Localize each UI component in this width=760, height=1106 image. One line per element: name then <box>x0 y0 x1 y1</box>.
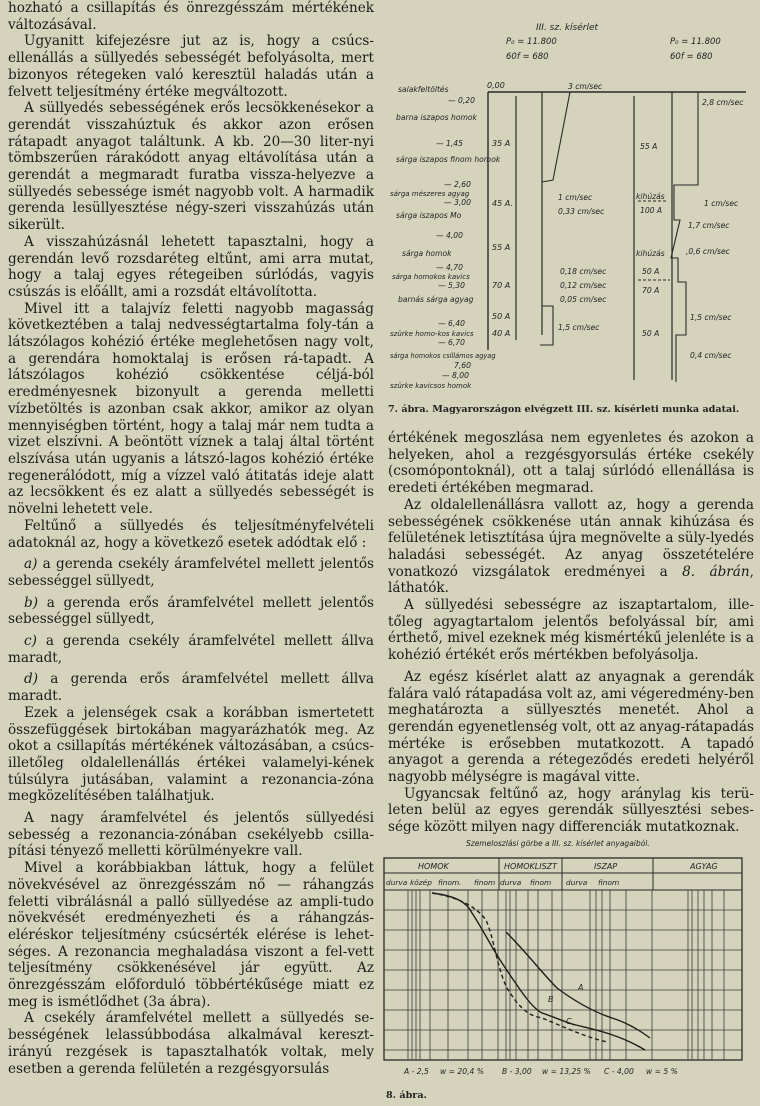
fig7-layer-name: salakfeltöltés <box>398 85 449 94</box>
fig7-layer-name: szürke kavicsos homok <box>390 382 472 390</box>
paragraph <box>388 497 754 597</box>
list-marker: b) <box>24 594 39 611</box>
fig7-current: 35 A <box>492 139 511 148</box>
fig8-series-B <box>432 893 645 1050</box>
fig7-speeds-left <box>558 82 607 332</box>
fig7-left-p: P₀ = 11.800 <box>506 37 557 47</box>
fig7-current: 50 A <box>492 312 511 321</box>
paragraph: A süllyedés sebességének erős lecsökkenésekor a gerendát visszahúztuk és akkor azon erősen rátapadt anyagot találtunk. A kb. 20—30 liter-nyi tömbszerűen rárakódott anyag eltávolítása után a gerendát a megmaradt furatba vissza-helyezve a süllyedés sebessége ismét nagyobb volt. A harmadik gerenda lesüllyesztése négy-szeri visszahúzás után sikerült. <box>8 100 374 234</box>
fig8-subgroup-label: finom <box>598 878 620 887</box>
fig7-layer-depth: — 0,20 <box>448 96 475 105</box>
figure-7 <box>388 0 760 440</box>
fig8-legend <box>403 1067 678 1076</box>
fig7-left-f: 60f = 680 <box>506 52 549 62</box>
fig7-current: 70 A <box>492 281 511 290</box>
fig7-layer-depth: — 8,00 <box>442 371 469 380</box>
fig7-layer-name: sárga homok <box>402 249 452 258</box>
paragraph: hozható a csillapítás és önrezgésszám mértékének változásával. <box>8 0 374 33</box>
fig7-layer-labels <box>390 85 501 390</box>
fig8-curve-labels <box>548 983 583 1026</box>
fig8-curves <box>432 893 650 1050</box>
fig7-layer-name: szürke homo-kos kavics <box>390 330 474 338</box>
paragraph: A süllyedési sebességre az iszaptartalom, ille-tőleg agyagtartalom jelentős befolyással bír, ami érthető, mivel ezeknek még kismértékű jelenléte is a kohézió értékét erős mértékben befolyásolja. <box>388 597 754 664</box>
fig7-layer-depth: — 6,70 <box>438 338 465 347</box>
fig7-zero: 0,00 <box>487 81 505 90</box>
paragraph: Mivel a korábbiakban láttuk, hogy a felület növekvésével az önrezgésszám nő — ráhangzás feletti vibrálásnál a palló süllyedése az ampli-tudo növekvését eredményezheti és a ráhangzás-eléréskor teljesítmény csúcsérték elérése is lehet-séges. A rezonancia meghaladása viszont a fel-vett teljesítmény csökkenésével jár együtt. Az önrezgésszám előforduló többértékűsége miatt ez meg is ismétlődhet (3a ábra). <box>8 860 374 1010</box>
fig8-group-label: AGYAG <box>690 862 718 871</box>
fig8-legend-B-w: w = 13,25 % <box>542 1067 591 1076</box>
list-text: a gerenda erős áramfelvétel mellett állva maradt. <box>8 671 374 705</box>
fig8-grid <box>384 890 742 1060</box>
fig7-layer-depth: 7,60 <box>454 361 471 370</box>
fig7-layer-depth: — 2,60 <box>444 180 471 189</box>
fig7-speed: 1,5 cm/sec <box>690 313 732 322</box>
fig7-current: 100 A <box>640 206 663 215</box>
fig8-series-C <box>432 893 607 1042</box>
paragraph: Ugyanitt kifejezésre jut az is, hogy a csúcs-ellenállás a süllyedés sebességét befolyásolta, mert bizonyos rétegeken való keresztül haladás után a felvett teljesítmény értéke megváltozott. <box>8 33 374 100</box>
fig7-speed: 0,05 cm/sec <box>560 295 607 304</box>
fig8-subgroup-label: finom. <box>438 878 462 887</box>
fig8-subgroup-label: finom <box>530 878 552 887</box>
fig7-speed: ,0,6 cm/sec <box>686 247 730 256</box>
paragraph: Ezek a jelenségek csak a korábban ismertetett összefüggések birtokában magyarázhatók meg. Az okot a csillapítás mértékének változásában, a csúcs- illetőleg oldalellenállás értékei valamelyi-kének túlsúlyra jutásában, valamint a rezonancia-zóna megközelítésében találhatjuk. <box>8 704 374 805</box>
fig7-currents-right <box>636 142 665 338</box>
fig7-speed-curve-left <box>542 92 570 182</box>
fig7-layer-depth: — 6,40 <box>438 319 465 328</box>
fig7-layer-name: sárga iszapos finom homok <box>396 155 501 164</box>
fig7-speed: 1,5 cm/sec <box>558 323 600 332</box>
fig7-current: 50 A <box>642 329 660 338</box>
list-item <box>8 556 374 589</box>
fig7-speed: 3 cm/sec <box>568 82 603 91</box>
fig7-speed: 1 cm/sec <box>558 193 593 202</box>
fig7-speed: 0,33 cm/sec <box>558 207 605 216</box>
list-item <box>8 595 374 628</box>
list-text: a gerenda csekély áramfelvétel mellett jelentős sebességgel süllyedt, <box>8 556 374 589</box>
fig8-curve-label-C: C <box>566 1017 572 1026</box>
fig7-layer-depth: — 1,45 <box>436 139 463 148</box>
fig8-legend-A-w: w = 20,4 % <box>440 1067 484 1076</box>
fig7-layer-depth: — 4,70 <box>436 263 463 272</box>
fig7-current: 40 A <box>492 329 511 338</box>
fig7-layer-name: sárga homokos kavics <box>392 273 470 281</box>
fig8-group-label: ISZAP <box>594 862 618 871</box>
fig8-subgroup-label: durva <box>566 878 588 887</box>
fig8-subgroup-label: finom <box>474 878 496 887</box>
figure-7-caption: 7. ábra. Magyarországon elvégzett III. sz. kísérleti munka adatai. <box>388 404 740 415</box>
fig7-lines <box>488 92 746 382</box>
fig7-right-f: 60f = 680 <box>670 52 713 62</box>
fig7-current: 55 A <box>640 142 658 151</box>
list-item <box>8 671 374 704</box>
fig8-subgroups <box>386 878 619 887</box>
fig8-title: Szemeloszlási görbe a III. sz. kísérlet anyagaiból. <box>466 839 650 848</box>
figure-8-caption: 8. ábra. <box>386 1090 427 1101</box>
figure-7-diagram <box>388 0 760 420</box>
figure-8 <box>382 828 760 1106</box>
fig7-speed: 1,7 cm/sec <box>688 221 730 230</box>
fig7-current: 45 A. <box>492 199 513 208</box>
fig7-speed: 0,4 cm/sec <box>690 351 732 360</box>
left-column <box>8 0 374 1077</box>
paragraph-text: , láthatók. <box>388 563 754 597</box>
paragraph-text: Az oldalellenállásra vallott az, hogy a gerenda sebességének csökkenése után annak kihúzása és felületének letisztítása újra megnövelte a süly-lyedés haladási sebességét. Az anyag összetételére vonatkozó vizsgálatok eredményei a <box>388 496 754 580</box>
list-marker: c) <box>24 633 37 650</box>
list-marker: d) <box>24 671 39 688</box>
fig7-speed: 1 cm/sec <box>704 199 739 208</box>
fig8-groups <box>418 862 718 871</box>
fig7-speed: 2,8 cm/sec <box>702 98 744 107</box>
paragraph: A visszahúzásnál lehetett tapasztalni, hogy a gerendán levő rozsdaréteg eltűnt, ami arra mutat, hogy a talaj egyes rétegeiben súrlódás, vagyis csúszás is előállt, ami a rozsdát eltávolította. <box>8 233 374 300</box>
fig7-speed: 0,12 cm/sec <box>560 281 607 290</box>
fig7-layer-name: sárga mészeres agyag <box>390 190 470 198</box>
fig7-current: 70 A <box>642 286 660 295</box>
fig8-group-label: HOMOKLISZT <box>504 862 558 871</box>
fig7-layer-depth: — 5,30 <box>438 281 465 290</box>
fig8-subgroup-label: közép <box>410 878 432 887</box>
fig7-layer-name: sárga homokos csillámos agyag <box>390 352 496 360</box>
paragraph: A nagy áramfelvétel és jelentős süllyedési sebesség a rezonancia-zónában csekélyebb csilla-pítási tényező melletti körülményekre vall. <box>8 810 374 860</box>
fig8-group-label: HOMOK <box>418 862 449 871</box>
fig8-curve-label-A: A <box>578 983 584 992</box>
right-column <box>388 430 754 836</box>
fig7-current: kihúzás <box>636 192 665 201</box>
fig8-legend-C-w: w = 5 % <box>646 1067 678 1076</box>
fig7-right-p: P₀ = 11.800 <box>670 37 721 47</box>
paragraph: Ugyancsak feltűnő az, hogy aránylag kis terü-leten belül az egyes gerendák süllyesztési sebes-sége között milyen nagy differenciák mutatkoznak. <box>388 785 754 836</box>
fig7-speed-curve-right <box>671 92 698 382</box>
list-text: a gerenda erős áramfelvétel mellett jelentős sebességgel süllyedt, <box>8 594 374 628</box>
paragraph: értékének megoszlása nem egyenletes és azokon a helyeken, ahol a rezgésgyorsulás értéke csekély (csomópontoknál), ott a talaj súrlódó ellenállása is eredeti értékében megmarad. <box>388 430 754 497</box>
fig7-speeds-right <box>686 98 744 360</box>
fig8-subgroup-label: durva <box>386 878 408 887</box>
list-item <box>8 633 374 666</box>
figure-reference[interactable]: 8. ábrán <box>682 563 750 580</box>
fig7-layer-depth: — 3,00 <box>444 198 471 207</box>
fig7-speed: 0,18 cm/sec <box>560 267 607 276</box>
list-text: a gerenda csekély áramfelvétel mellett állva maradt, <box>8 633 374 666</box>
fig7-current: 50 A <box>642 267 660 276</box>
paragraph: Mivel itt a talajvíz feletti nagyobb magasság következtében a talaj nedvességtartalma foly-tán a látszólagos kohézió értéke meglehetősen nagy volt, a gerendára homoktalaj is erősen rá-tapadt. A látszólagos kohézió csökkentése céljá-ból eredményesnek bizonyult a gerenda melletti vízbetöltés is azonban csak akkor, amikor az olyan mennyiségben történt, hogy a talaj már nem tudta a vizet elszívni. A beöntött víznek a talaj által történt elszívása után ugyanis a látszó-lagos kohézió értéke regenerálódott, míg a vízzel való átitatás ideje alatt az lecsökkent és ez alatt a süllyedés sebességét is növelni lehetett vele. <box>8 300 374 518</box>
paragraph: Az egész kísérlet alatt az anyagnak a gerendák falára való rátapadása volt az, ami végeredmény-ben meghatározta a süllyesztés menetét. Ahol a gerendán egyenetlenség volt, ott az anyag-rátapadás mértéke is erősebben mutatkozott. A tapadó anyagot a gerenda a rétegeződés eredeti helyéről nagyobb mélységre is magával vitte. <box>388 668 754 786</box>
fig8-subgroup-label: durva <box>500 878 522 887</box>
fig7-title: III. sz. kísérlet <box>536 23 599 33</box>
fig7-current: kihúzás <box>636 249 665 258</box>
paragraph: A csekély áramfelvétel mellett a süllyedés se-bességének lelassúbbodása alkalmával kereszt-irányú rezgések is tapasztalhatók voltak, mely esetben a gerenda felületén a rezgésgyorsulás <box>8 1010 374 1077</box>
fig7-current: 55 A <box>492 243 511 252</box>
figure-8-chart <box>382 828 760 1086</box>
fig8-legend-B: B - 3,00 <box>502 1067 532 1076</box>
list-marker: a) <box>24 556 38 573</box>
fig7-layer-name: barna iszapos homok <box>396 113 477 122</box>
fig8-curve-label-B: B <box>548 995 554 1004</box>
fig7-layer-name: barnás sárga agyag <box>398 295 474 304</box>
fig7-layer-depth: — 4,00 <box>436 231 463 240</box>
fig8-legend-A: A - 2,5 <box>404 1067 429 1076</box>
paragraph: Feltűnő a süllyedés és teljesítményfelvételi adatoknál az, hogy a következő esetek adódtak elő : <box>8 517 374 551</box>
fig7-currents-left <box>492 139 513 338</box>
fig7-layer-name: sárga iszapos Mo <box>396 211 462 220</box>
fig8-legend-C: C - 4,00 <box>604 1067 634 1076</box>
